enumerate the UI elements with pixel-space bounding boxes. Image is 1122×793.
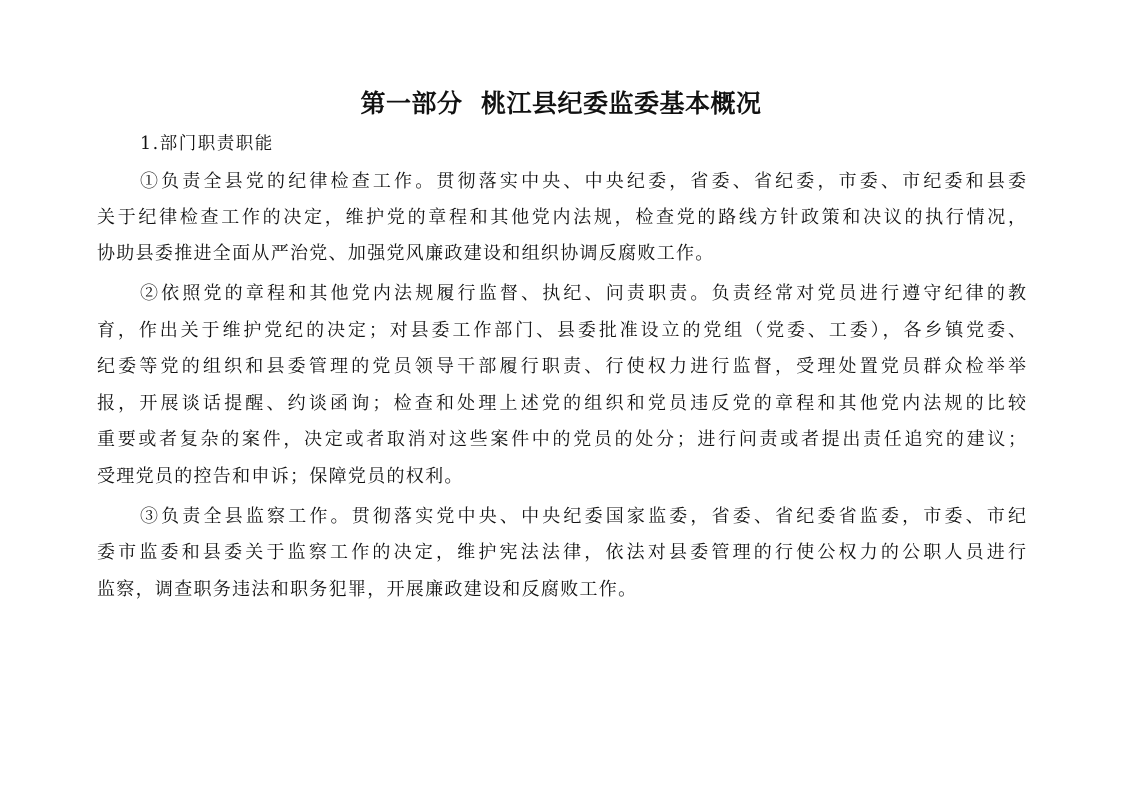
paragraph-line: 纪委等党的组织和县委管理的党员领导干部履行职责、行使权力进行监督，受理处置党员群众检举举: [97, 356, 1026, 377]
paragraph-line: ③负责全县监察工作。贯彻落实党中央、中央纪委国家监委，省委、省纪委省监委，市委、市纪: [140, 506, 1026, 527]
paragraph-line: 重要或者复杂的案件，决定或者取消对这些案件中的党员的处分；进行问责或者提出责任追究的建议；: [97, 429, 1026, 450]
section-heading: 1.部门职责职能: [140, 134, 274, 154]
paragraph-line: 育，作出关于维护党纪的决定；对县委工作部门、县委批准设立的党组（党委、工委），各乡镇党委、: [97, 320, 1026, 341]
paragraph-line: 委市监委和县委关于监察工作的决定，维护宪法法律，依法对县委管理的行使公权力的公职人员进行: [97, 542, 1026, 563]
paragraph-line: 监察，调查职务违法和职务犯罪，开展廉政建设和反腐败工作。: [97, 579, 638, 600]
paragraph-line: ②依照党的章程和其他党内法规履行监督、执纪、问责职责。负责经常对党员进行遵守纪律的教: [140, 283, 1026, 304]
paragraph-line: 协助县委推进全面从严治党、加强党风廉政建设和组织协调反腐败工作。: [97, 243, 715, 264]
paragraph-line: ①负责全县党的纪律检查工作。贯彻落实中央、中央纪委，省委、省纪委，市委、市纪委和县委: [140, 171, 1026, 192]
paragraph-line: 报，开展谈话提醒、约谈函询；检查和处理上述党的组织和党员违反党的章程和其他党内法规的比较: [97, 393, 1026, 414]
paragraph-line: 关于纪律检查工作的决定，维护党的章程和其他党内法规，检查党的路线方针政策和决议的执行情况，: [97, 207, 1026, 228]
page-title: 第一部分 桃江县纪委监委基本概况: [360, 89, 762, 118]
paragraph-line: 受理党员的控告和申诉；保障党员的权利。: [97, 466, 464, 487]
